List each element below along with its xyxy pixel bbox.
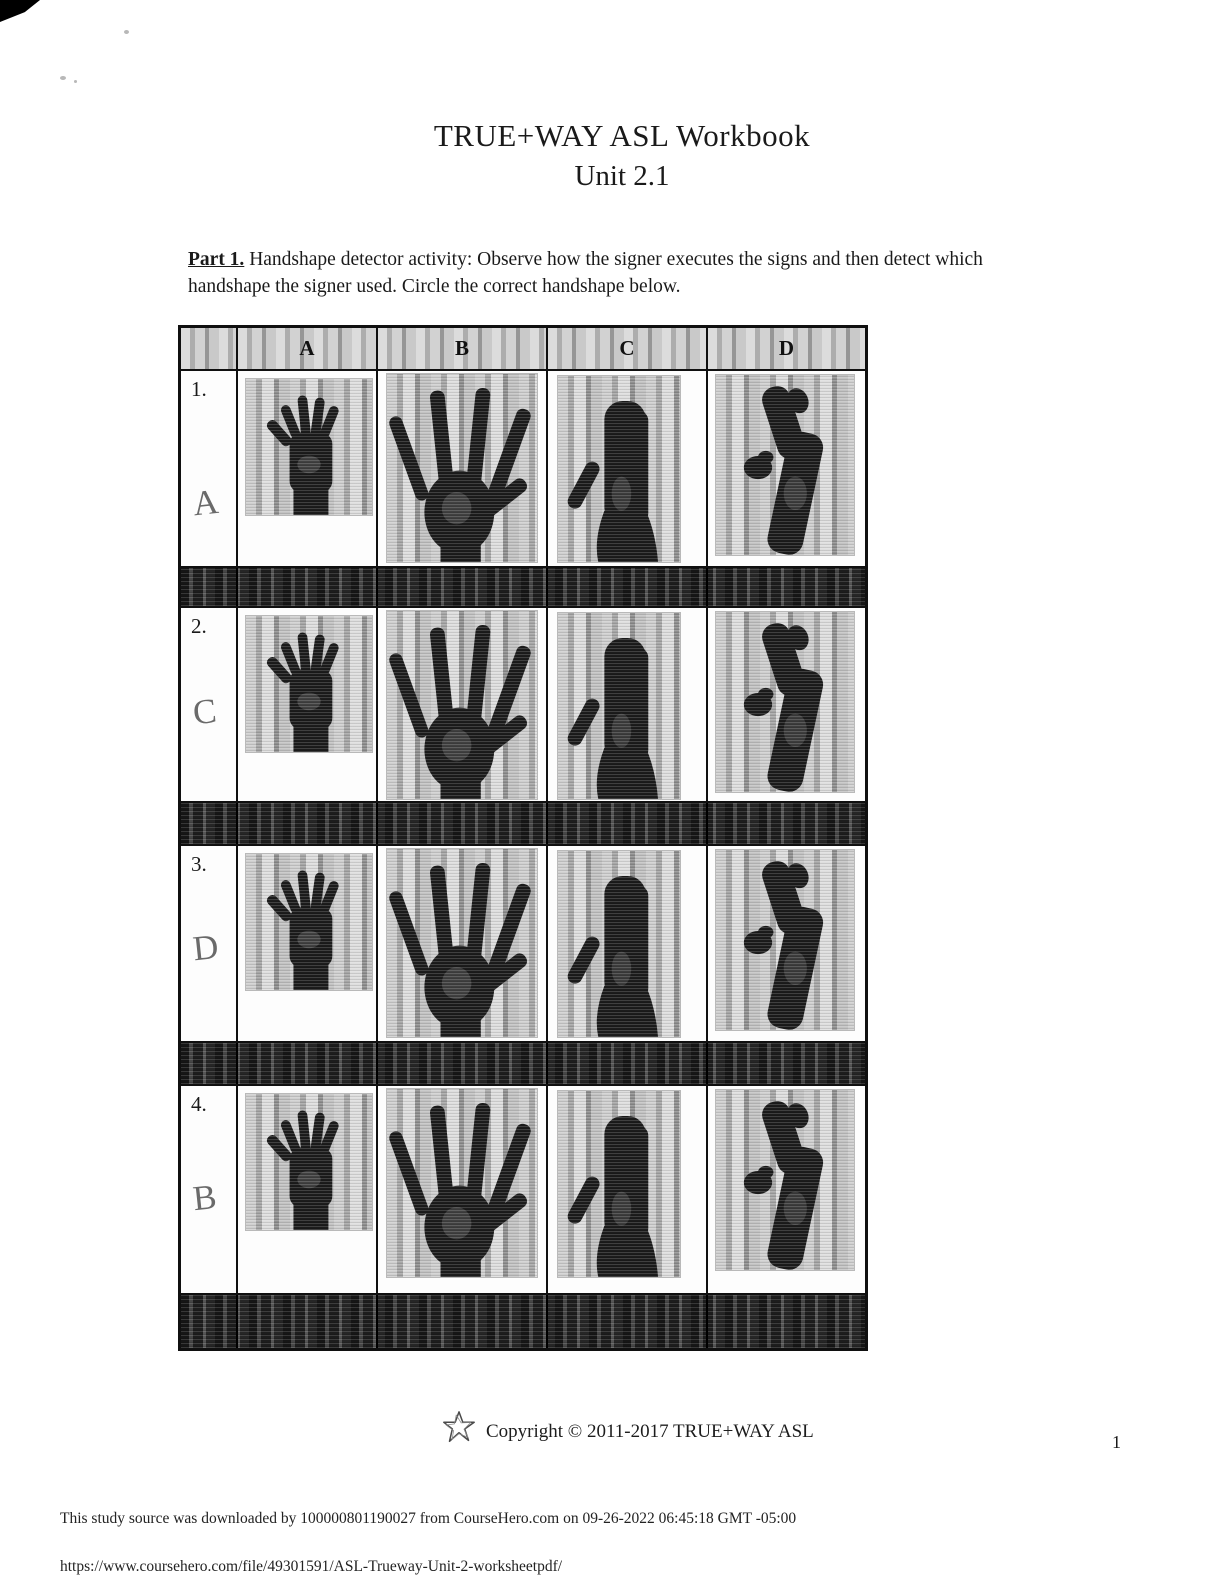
column-header-c: C <box>548 328 708 371</box>
bent-claw-hand-photo <box>246 854 372 990</box>
column-header-a: A <box>238 328 378 371</box>
column-header-b: B <box>378 328 548 371</box>
flat-hand-thumb-out-photo <box>558 851 680 1037</box>
flat-hand-thumb-out-photo <box>558 613 680 799</box>
download-notice: This study source was downloaded by 100000801190027 from CourseHero.com on 09-26-2022 06:45:18 GMT -05:00 <box>60 1510 797 1527</box>
handwritten-answer: D <box>190 926 222 969</box>
flat-hand-thumb-out-photo <box>558 376 680 562</box>
handshape-cell-a <box>238 846 378 1043</box>
side-view-bent-hand-photo <box>716 850 854 1030</box>
star-icon <box>440 1408 478 1448</box>
handshape-table <box>178 325 868 1351</box>
row-number-cell <box>181 608 238 803</box>
handshape-cell-d <box>708 1086 865 1295</box>
bent-claw-hand-photo <box>246 379 372 515</box>
striped-separator-band <box>181 1043 865 1086</box>
open-spread-hand-photo <box>387 849 537 1037</box>
bent-claw-hand-photo <box>246 1094 372 1230</box>
open-spread-hand-photo <box>387 1089 537 1277</box>
handshape-cell-c <box>548 608 708 803</box>
side-view-bent-hand-photo <box>716 612 854 792</box>
handshape-cell-b <box>378 1086 548 1295</box>
row-number: 3. <box>191 852 207 876</box>
header-cell-empty <box>181 328 238 371</box>
row-number-cell <box>181 846 238 1043</box>
row-number: 2. <box>191 614 207 638</box>
striped-separator-band <box>181 1295 865 1348</box>
handshape-cell-c <box>548 371 708 568</box>
bent-claw-hand-photo <box>246 616 372 752</box>
handshape-cell-b <box>378 608 548 803</box>
workbook-title: TRUE+WAY ASL Workbook <box>433 118 811 153</box>
handshape-cell-a <box>238 608 378 803</box>
scan-speck <box>124 30 129 34</box>
handshape-cell-d <box>708 846 865 1043</box>
handshape-cell-a <box>238 371 378 568</box>
page-number: 1 <box>1112 1432 1121 1452</box>
handwritten-answer: C <box>190 690 220 733</box>
part1-instruction-text: Handshape detector activity: Observe how the signer executes the signs and then detect which handshape the signer used. Circle the correct handshape below. <box>188 249 983 298</box>
row-number-cell <box>181 371 238 568</box>
handwritten-answer: B <box>190 1176 220 1219</box>
handshape-cell-b <box>378 371 548 568</box>
side-view-bent-hand-photo <box>716 375 854 555</box>
scan-speck <box>74 80 77 83</box>
open-spread-hand-photo <box>387 611 537 799</box>
handshape-cell-b <box>378 846 548 1043</box>
row-number: 4. <box>191 1092 207 1116</box>
handwritten-answer: A <box>190 481 222 524</box>
source-url: https://www.coursehero.com/file/49301591/ASL-Trueway-Unit-2-worksheetpdf/ <box>60 1558 563 1575</box>
flat-hand-thumb-out-photo <box>558 1091 680 1277</box>
striped-separator-band <box>181 568 865 608</box>
document-title-block <box>0 118 1224 193</box>
scan-corner-artifact <box>0 0 40 22</box>
handshape-cell-c <box>548 1086 708 1295</box>
part1-instructions <box>188 246 1054 301</box>
unit-subtitle: Unit 2.1 <box>574 160 670 192</box>
scan-speck <box>60 76 66 80</box>
handshape-cell-a <box>238 1086 378 1295</box>
open-spread-hand-photo <box>387 374 537 562</box>
handshape-cell-d <box>708 608 865 803</box>
copyright-block <box>440 1416 814 1448</box>
column-header-d: D <box>708 328 865 371</box>
striped-separator-band <box>181 803 865 846</box>
row-number: 1. <box>191 377 207 401</box>
part1-label: Part 1. <box>188 249 245 270</box>
row-number-cell <box>181 1086 238 1295</box>
side-view-bent-hand-photo <box>716 1090 854 1270</box>
handshape-cell-c <box>548 846 708 1043</box>
handshape-cell-d <box>708 371 865 568</box>
copyright-text: Copyright © 2011-2017 TRUE+WAY ASL <box>486 1421 814 1442</box>
